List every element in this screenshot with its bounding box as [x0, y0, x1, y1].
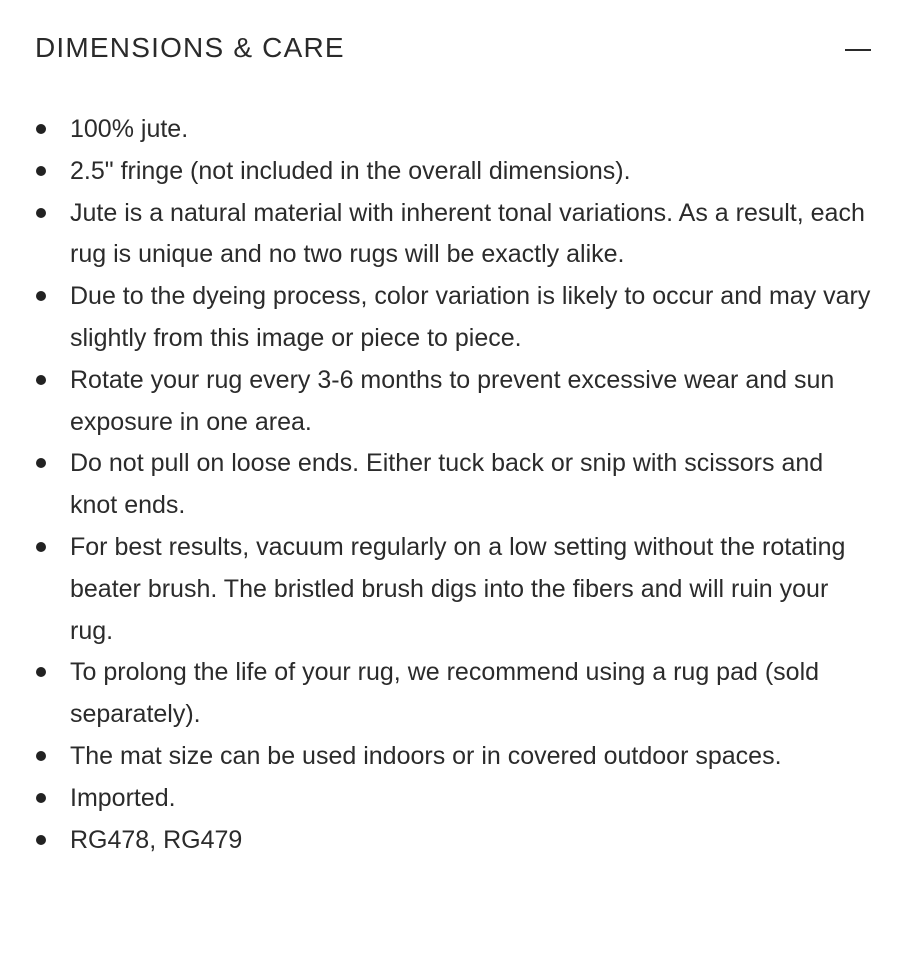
list-item-text: Jute is a natural material with inherent tonal variations. As a result, each rug is unique and no two rugs will be exactly alike. [70, 198, 865, 269]
accordion-title: DIMENSIONS & CARE [35, 32, 345, 63]
list-item-text: For best results, vacuum regularly on a low setting without the rotating beater brush. The bristled brush digs into the fibers and will ruin your rug. [70, 532, 846, 645]
list-item-text: RG478, RG479 [70, 825, 243, 854]
bullet-icon [36, 793, 46, 803]
bullet-icon [36, 124, 46, 134]
list-item-text: Due to the dyeing process, color variation is likely to occur and may vary slightly from this image or piece to piece. [70, 282, 871, 352]
list-item [36, 736, 876, 778]
bullet-icon [36, 542, 46, 552]
list-item-text: 100% jute. [70, 115, 189, 143]
list-item [36, 778, 876, 820]
list-item [36, 193, 876, 277]
list-item-text: Rotate your rug every 3-6 months to prevent excessive wear and sun exposure in one area. [70, 365, 835, 436]
list-item [36, 820, 876, 862]
bullet-icon [36, 835, 46, 845]
list-item [36, 276, 876, 360]
bullet-icon [36, 166, 46, 176]
bullet-icon [36, 291, 46, 301]
list-item-text: The mat size can be used indoors or in covered outdoor spaces. [70, 741, 782, 770]
list-item-text: Imported. [70, 783, 176, 812]
list-item-text: Do not pull on loose ends. Either tuck back or snip with scissors and knot ends. [70, 449, 824, 520]
bullet-icon [36, 375, 46, 385]
minus-icon-bar [845, 49, 871, 51]
list-item [36, 443, 876, 527]
list-item [36, 527, 876, 652]
bullet-icon [36, 458, 46, 468]
accordion-header[interactable] [35, 26, 871, 70]
list-item [36, 151, 876, 193]
list-item [36, 360, 876, 444]
list-item-text: To prolong the life of your rug, we recommend using a rug pad (sold separately). [70, 658, 820, 729]
care-details-list [36, 109, 876, 861]
list-item [36, 109, 876, 151]
bullet-icon [36, 667, 46, 677]
bullet-icon [36, 751, 46, 761]
minus-icon[interactable] [831, 26, 871, 70]
list-item-text: 2.5" fringe (not included in the overall dimensions). [70, 156, 631, 185]
list-item [36, 652, 876, 736]
bullet-icon [36, 208, 46, 218]
